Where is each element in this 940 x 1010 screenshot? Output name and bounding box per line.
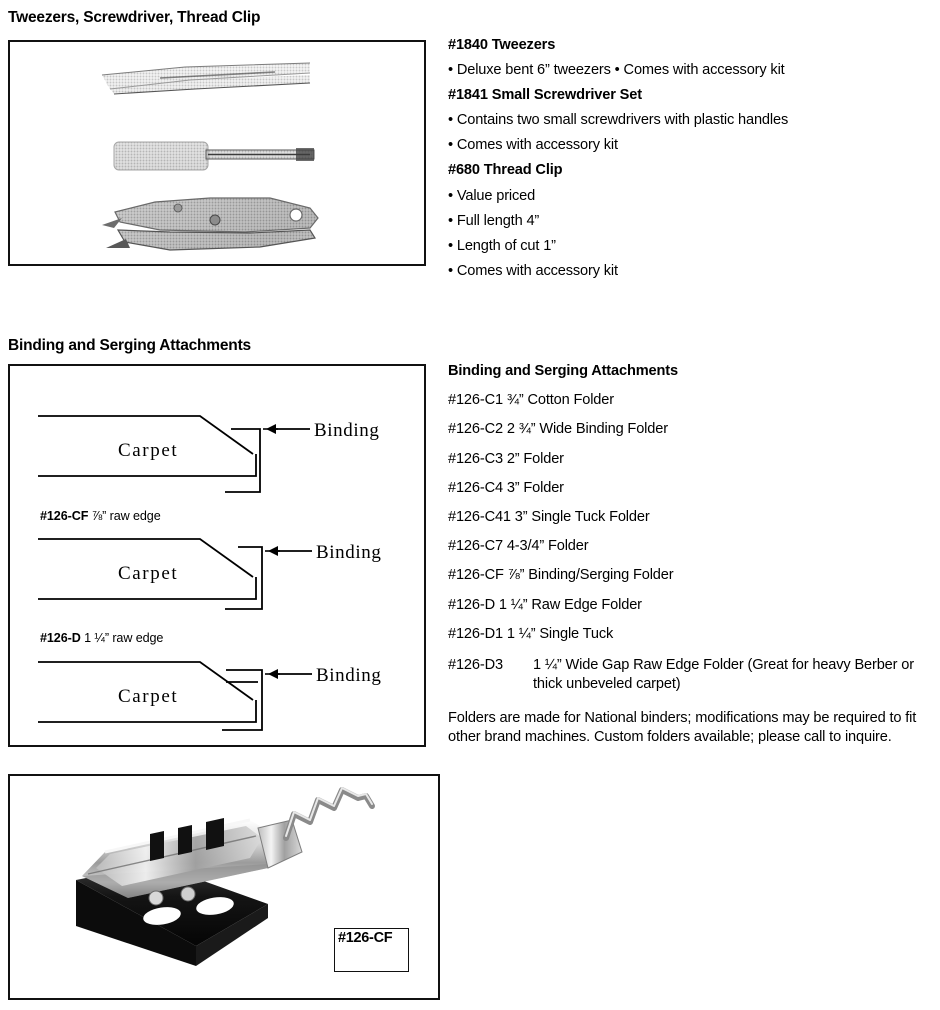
tools-description-column [448,38,934,289]
binding-list-item-line1: 1 ¼” Wide Gap Raw Edge Folder (Great for heavy Berber or [533,656,914,673]
binding-diagram-1-svg [10,394,428,502]
binding-list-item: #126-C7 4-3/4” Folder [448,538,589,555]
tools-photo-svg [10,42,424,264]
tools-line: #1840 Tweezers [448,37,556,53]
binding-label-1: Binding [314,420,380,441]
binding-list-item: #126-C4 3” Folder [448,479,564,496]
binding-diagram-2-svg [10,521,428,629]
tools-line: • Comes with accessory kit [448,137,618,154]
binding-list-item: #126-CF ⅞” Binding/Serging Folder [448,567,674,584]
tools-line: #680 Thread Clip [448,162,563,179]
attachment-tag-box [334,928,409,972]
tools-photo-frame [8,40,426,266]
tools-line: • Contains two small screwdrivers with plastic handles [448,112,789,129]
binding-diagram-3-svg [10,644,428,752]
binding-list-item-code: #126-D3 [448,656,503,673]
binding-list-item: #126-C2 2 ¾” Wide Binding Folder [448,421,668,438]
binding-diagram-2-caption [40,631,163,645]
tools-line: • Full length 4” [448,212,540,229]
thread-clip-image [10,42,424,264]
binding-list-item: #126-C3 2” Folder [448,450,564,467]
binding-list-item-line2: thick unbeveled carpet) [533,676,681,693]
binding-section-title: Binding and Serging Attachments [8,337,251,354]
tools-line: • Length of cut 1” [448,237,556,254]
binding-diagram-1-desc: ⅞” raw edge [88,509,161,523]
binding-diagram-1 [10,394,428,523]
tools-line: • Comes with accessory kit [448,262,618,279]
attachment-photo-frame [8,774,440,1000]
carpet-label-2: Carpet [118,563,179,584]
binding-diagrams-frame [8,364,426,747]
binding-list-item: #126-C1 ¾” Cotton Folder [448,392,614,409]
binding-right-title: Binding and Serging Attachments [448,363,678,379]
binding-diagram-3 [10,644,428,752]
binding-list-item: #126-C41 3” Single Tuck Folder [448,508,650,525]
binding-list-item: #126-D 1 ¼” Raw Edge Folder [448,596,642,613]
binding-diagram-2 [10,521,428,645]
tools-line: • Deluxe bent 6” tweezers • Comes with accessory kit [448,62,785,79]
binding-diagram-2-code: #126-D [40,631,81,645]
carpet-label-3: Carpet [118,686,179,707]
tweezers-screwdriver-thread-clip-photo [10,42,424,264]
binding-note: Folders are made for National binders; modifications may be required to fit other brand machines. Custom folders available; please call to inquire. [448,709,917,746]
attachment-tag-label: #126-CF [338,930,393,946]
binding-description-column [448,364,938,747]
tools-section-title: Tweezers, Screwdriver, Thread Clip [8,9,261,26]
binding-label-3: Binding [316,665,382,686]
binding-diagram-1-code: #126-CF [40,509,89,523]
tools-line: #1841 Small Screwdriver Set [448,87,642,104]
binding-list-item-wrapped [448,656,938,695]
binding-diagram-2-desc: 1 ¼” raw edge [80,631,164,645]
tools-line: • Value priced [448,187,536,204]
binding-label-2: Binding [316,542,382,563]
binding-list-item: #126-D1 1 ¼” Single Tuck [448,625,614,642]
carpet-label-1: Carpet [118,440,179,461]
